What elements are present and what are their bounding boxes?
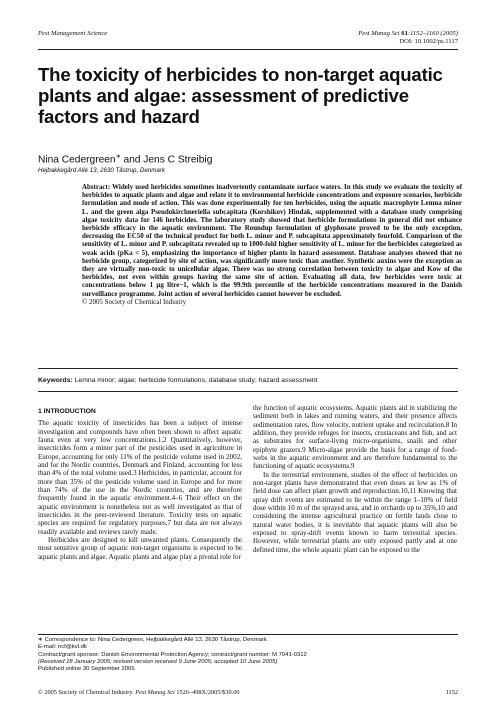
correspondence-mark: ∗ (115, 154, 121, 160)
citation-pages: :1152–1160 (2005) (407, 30, 458, 37)
author-rest: and Jens C Streibig (120, 154, 213, 166)
section-heading: 1 INTRODUCTION (38, 408, 96, 415)
footer-copyright: © 2005 Society of Chemical Industry. (38, 689, 136, 696)
paragraph: the function of aquatic ecosystems. Aquatic plants aid in stabilizing the sediment both in lakes and running waters, and their presence affects sedimentation rates, flow velocity, nutrient uptake and recirculation.8 In addition, they provide refuges for insects, crustaceans and fish, and act as substrates for surface-living micro-organisms, snails and other epiphyte grazers.9 Micro-algae provide the basis for a range of food-webs in the aquatic environment and are therefore fundamental to the functioning of aquatic ecosystems.9 (253, 404, 457, 471)
correspondence-note: ∗ Correspondence to: Nina Cedergreen, Hejbakkegård Allé 13, 2630 Tåstrup, Denmark (38, 637, 267, 643)
authors (38, 153, 212, 165)
author-name: Nina Cedergreen (38, 154, 116, 166)
affiliation: Hejbakkegård Allé 13, 2630 Tåstrup, Denmark (38, 167, 166, 174)
abstract-label: Abstract: (82, 183, 111, 191)
running-header (38, 30, 458, 48)
doi: DOI: 10.1002/ps.1117 (399, 38, 458, 45)
keywords-label: Keywords: (38, 377, 73, 384)
keywords-bottom-rule (38, 391, 458, 392)
keywords-text: Lemna minor; algae; herbicide formulations; database study; hazard assessment (74, 377, 318, 384)
citation-volume: 61 (401, 30, 408, 37)
published-note: Published online 30 September 2005 (38, 666, 135, 673)
footer-journal: Pest Manag Sci (135, 689, 175, 696)
abstract-copyright: © 2005 Society of Chemical Industry (82, 297, 187, 306)
footnotes (38, 637, 458, 673)
article-title: The toxicity of herbicides to non-target aquatic plants and algae: assessment of predictive factors and hazard (38, 64, 443, 127)
email-note: E-mail: ncf@kvl.dk (38, 644, 87, 651)
abstract-text: Widely used herbicides sometimes inadvertently contaminate surface waters. In this study we evaluate the toxicity of herbicides to aquatic plants and algae and relate it to environmental herbicide concentrations and exposure scenarios, herbicide formulation and mode of action. This was done experimentally for ten herbicides, using the aquatic macrophyte Lemna minor L. and the green alga Pseudokirchneriella subcapitata (Korshikov) Hindak, supplemented with a database study comprising algae toxicity data for 146 herbicides. The laboratory study showed that herbicide formulations in general did not enhance herbicide efficacy in the aquatic environment. The Roundup formulation of glyphosate proved to be the only exception, decreasing the EC50 of the technical product for both L. minor and P. subcapitata approximately fourfold. Comparison of the sensitivity of L. minor and P. subcapitata revealed up to 1000-fold higher sensitivity of L. minor for the herbicides categorized as weak acids (pKa < 5), emphasizing the importance of higher plants in hazard assessment. Database analyses showed that no herbicide group, categorized by site of action, was significantly more toxic than another. Synthetic auxins were the exception as they are virtually non-toxic to unicellular algae. There was no strong correlation between toxicity to algae and Kow of the herbicides, not even within groups having the same site of action. Evaluating all data, few herbicides were toxic at concentrations below 1 μg litre−1, which is the 99.9th percentile of the herbicide concentrations measured in the Danish surveillance programme. Joint action of several herbicides cannot however be excluded. (82, 183, 463, 298)
right-column (253, 404, 457, 554)
footer-issn: 1526–498X/2005/$30.00 (174, 689, 240, 696)
received-note: (Received 18 January 2005; revised version received 9 June 2005; accepted 10 June 2005) (38, 658, 278, 665)
grant-note: Contract/grant sponsor: Danish Environmental Protection Agency; contract/grant number: M 7041-0312 (38, 651, 307, 658)
page-number: 1152 (445, 689, 458, 696)
keywords-top-rule (38, 368, 458, 369)
keywords (38, 377, 458, 384)
footnote-rule (38, 634, 458, 635)
journal-name: Pest Management Science (38, 30, 108, 37)
abstract (82, 183, 462, 306)
paragraph: Herbicides are designed to kill unwanted plants. Consequently the most sensitive group of aquatic non-target organisms is expected to be aquatic plants and algae. Aquatic plants and algae play a pivotal role for (38, 535, 242, 561)
citation-journal: Pest Manag Sci (358, 30, 400, 37)
header-rule (38, 49, 458, 50)
page-footer (38, 689, 458, 696)
left-column (38, 404, 242, 561)
paragraph: In the terrestrial environment, studies of the effect of herbicides on non-target plants have demonstrated that even doses as low as 1% of field dose can affect plant growth and reproduction.10,11 Knowing that spray drift events are estimated to lie within the range 1–10% of field dose within 10 m of the sprayed area, and in orchards up to 35%,10 and considering the intense agricultural practice on fertile lands close to natural water bodies, it is inevitable that aquatic plants will also be exposed to spray-drift events known to harm terrestrial species. However, while terrestrial plants are only exposed partly and at one defined time, the whole aquatic plant can be exposed to the (253, 470, 457, 554)
citation-block (358, 30, 458, 46)
paragraph: The aquatic toxicity of insecticides has been a subject of intense investigation and compounds have often been shown to affect aquatic fauna even at very low concentrations.1,2 Quantitatively, however, insecticides form a minor part of the pesticides used in agriculture in Europe, accounting for only 11% of the pesticide volume used in 2002, and for the Nordic countries, Denmark and Finland, accounting for less than 4% of the total volume used.3 Herbicides, in particular, account for more than 35% of the pesticide volume used in Europe and for more than 74% of the use in the Nordic countries, and are therefore frequently found in the aquatic environment.4–6 Their effect on the aquatic environment is nonetheless not as well investigated as that of insecticides in the peer-reviewed literature. Toxicity tests on aquatic species are required for regulatory purposes,7 but data are not always readily available and reviews rarely made. (38, 419, 242, 536)
